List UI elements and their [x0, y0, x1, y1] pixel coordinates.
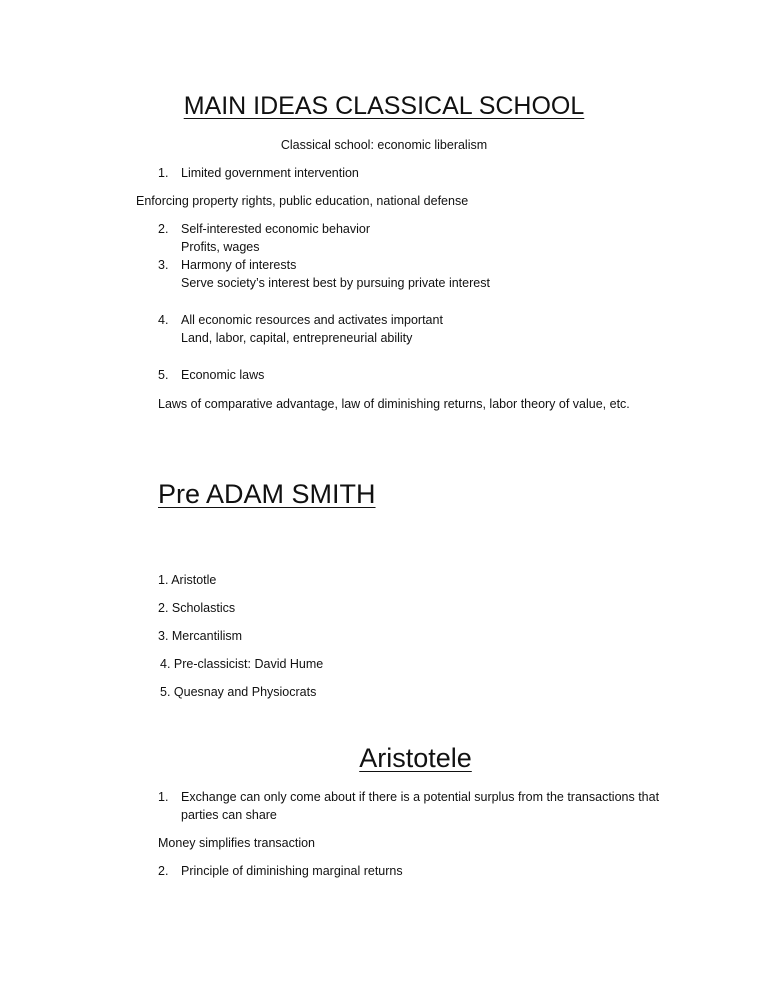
note-text: Enforcing property rights, public education, national defense [136, 194, 469, 208]
list-item-text: All economic resources and activates important [181, 313, 443, 327]
section-subtitle: Classical school: economic liberalism [280, 138, 488, 152]
list-number: 5. [158, 368, 169, 382]
list-number: 1. [158, 790, 169, 804]
list-item: 2. Scholastics [158, 601, 236, 615]
list-item: 1. Aristotle [158, 573, 217, 587]
list-item-text: Principle of diminishing marginal returns [181, 864, 403, 878]
list-item-subtext: Profits, wages [181, 240, 260, 254]
list-item-text: Limited government intervention [181, 166, 359, 180]
list-item-text: Self-interested economic behavior [181, 222, 370, 236]
list-number: 4. [158, 313, 169, 327]
list-item: 3. Mercantilism [158, 629, 243, 643]
list-item-text: Exchange can only come about if there is a potential surplus from the transactions that [181, 790, 660, 804]
section-title-aristotele: Aristotele [359, 743, 472, 773]
list-item-subtext: Land, labor, capital, entrepreneurial ability [181, 331, 413, 345]
list-number: 2. [158, 222, 169, 236]
list-item-text-continued: parties can share [181, 808, 277, 822]
list-number: 1. [158, 166, 169, 180]
list-item-text: Harmony of interests [181, 258, 297, 272]
list-item: 5. Quesnay and Physiocrats [160, 685, 317, 699]
list-item-text: Economic laws [181, 368, 265, 382]
section-title-pre-adam-smith: Pre ADAM SMITH [158, 479, 376, 509]
list-item-subtext: Serve society’s interest best by pursuing private interest [181, 276, 490, 290]
list-number: 2. [158, 864, 169, 878]
note-text: Money simplifies transaction [158, 836, 316, 850]
list-number: 3. [158, 258, 169, 272]
note-text: Laws of comparative advantage, law of diminishing returns, labor theory of value, etc. [158, 397, 630, 411]
list-item: 4. Pre-classicist: David Hume [160, 657, 324, 671]
section-title-main-ideas: MAIN IDEAS CLASSICAL SCHOOL [183, 92, 585, 120]
